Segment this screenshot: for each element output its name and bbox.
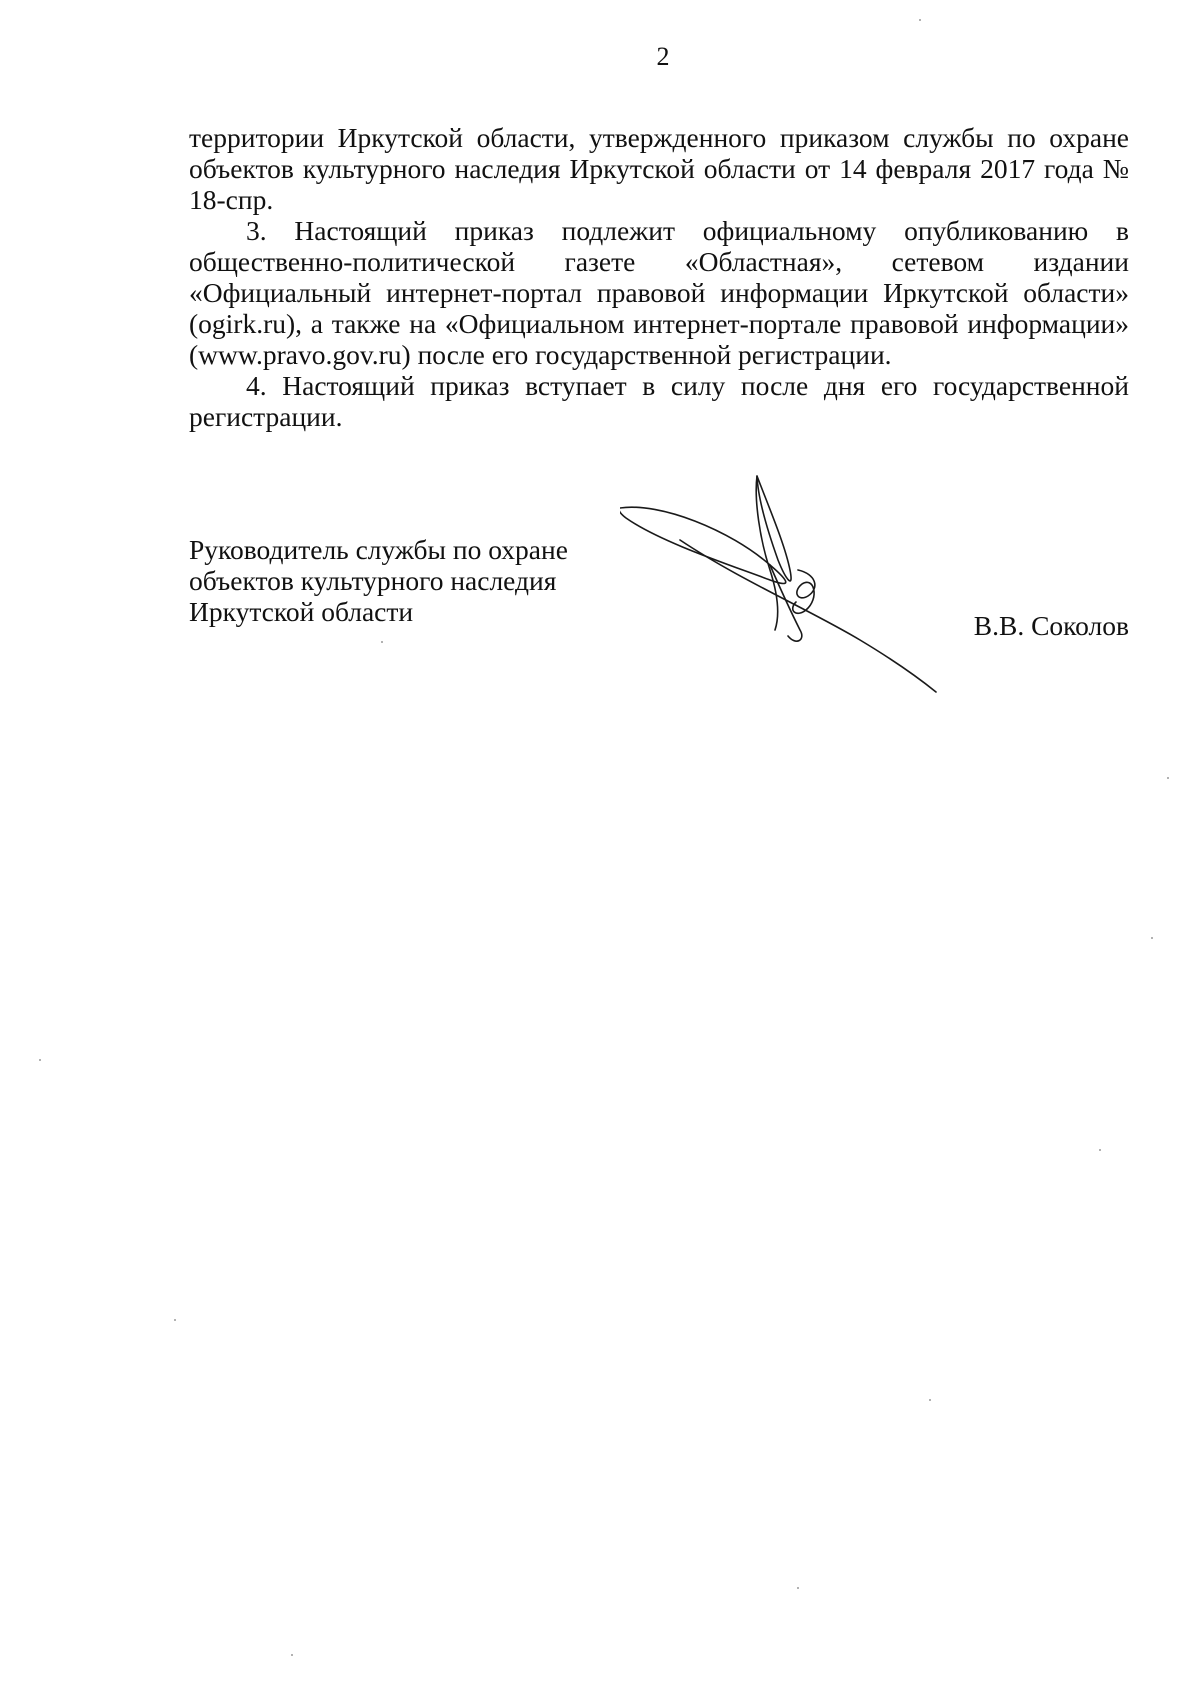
handwritten-signature <box>620 470 950 710</box>
paragraph-4: 4. Настоящий приказ вступает в силу после дня его государственной регистрации. <box>189 370 1129 432</box>
page-number: 2 <box>656 42 670 71</box>
signer-title-line: Иркутской области <box>189 596 414 627</box>
paragraph-continuation: территории Иркутской области, утвержденного приказом службы по охране объектов культурного наследия Иркутской области от 14 февраля 2017 года № 18-спр. <box>189 122 1129 215</box>
document-body <box>189 122 1129 432</box>
signer-title-line: объектов культурного наследия <box>189 565 557 596</box>
signer-title <box>189 534 568 627</box>
paragraph-3: 3. Настоящий приказ подлежит официальному опубликованию в общественно-политической газете «Областная», сетевом издании «Официальный интернет-портал правовой информации Иркутской области» (ogirk.ru), а также на «Официальном интернет-портале правовой информации» (www.pravo.gov.ru) после его государственной регистрации. <box>189 215 1129 370</box>
signer-name: В.В. Соколов <box>973 610 1129 641</box>
signer-title-line: Руководитель службы по охране <box>189 534 568 565</box>
